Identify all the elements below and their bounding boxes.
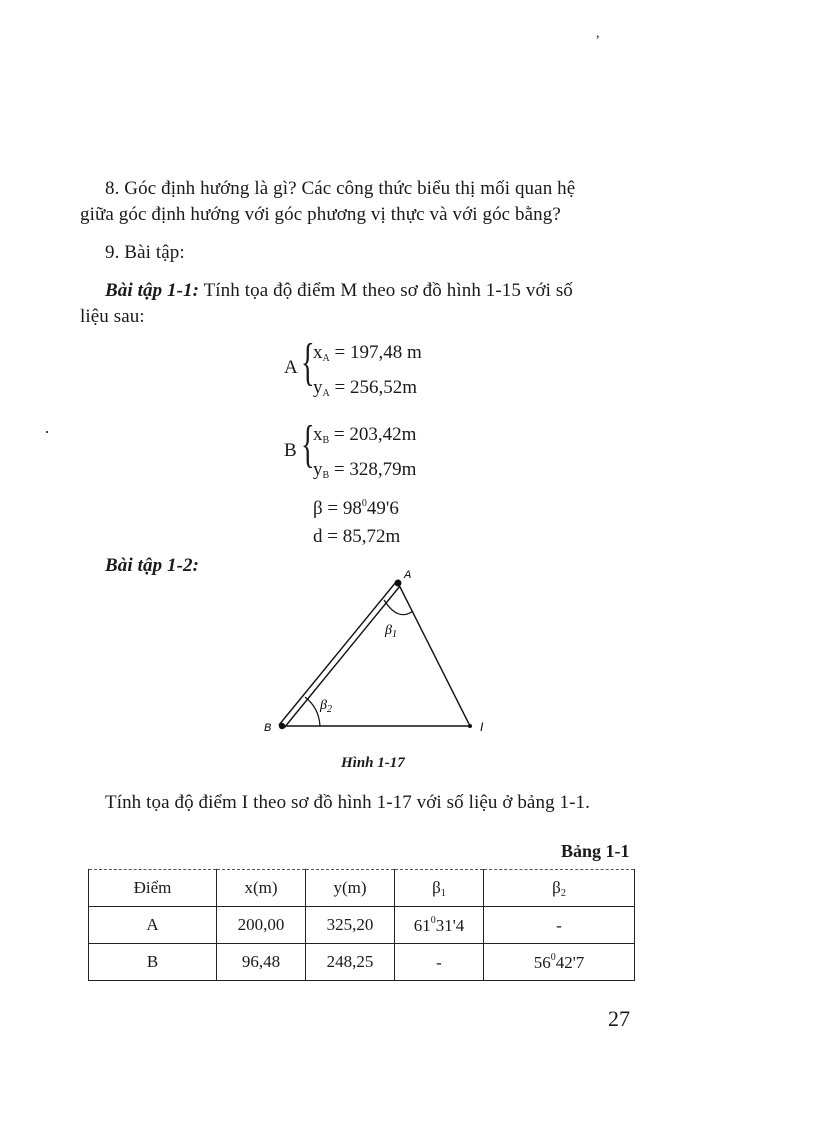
point-b-label: B (284, 440, 297, 461)
table-header-row (89, 870, 635, 907)
figure-caption: Hình 1-17 (341, 755, 405, 771)
question-9: 9. Bài tập: (105, 242, 185, 263)
top-mark: , (596, 26, 600, 41)
table-cell-x: 200,00 (217, 907, 306, 944)
table-cell-point: B (89, 944, 217, 981)
table-header-beta1: $\beta_1$ (395, 870, 484, 907)
figure-beta2: $\beta_2$ (320, 698, 332, 715)
beta-value: $\beta = 98^049'6$ (313, 498, 399, 519)
table-title: Bảng 1-1 (561, 841, 630, 861)
figure-beta1: $\beta_1$ (385, 623, 397, 640)
point-a-brace: { (301, 334, 315, 391)
point-b-x: $x_B = 203,42m$ (313, 424, 417, 446)
point-b-brace: { (301, 416, 315, 473)
point-a-label: A (284, 357, 298, 378)
point-a-y: $y_A = 256,52m$ (313, 377, 417, 399)
table-cell-x: 96,48 (217, 944, 306, 981)
figure-label-i: I (480, 720, 484, 734)
figure-label-a: A (404, 569, 412, 581)
side-ab-outer (279, 582, 396, 725)
exercise-1-1-text: Tính tọa độ điểm M theo sơ đồ hình 1-15 với số (199, 280, 573, 301)
exercise-1-2-label: Bài tập 1-2: (105, 555, 200, 576)
side-ai (398, 583, 470, 726)
table-header-x: x(m) (217, 870, 306, 907)
figure-label-b: B (264, 722, 272, 734)
table-cell-y: 248,25 (306, 944, 395, 981)
angle-arc-beta2 (305, 697, 320, 726)
point-b-dot (279, 723, 285, 729)
table-cell-beta2: $56^042'7$ (484, 944, 635, 981)
table-cell-beta2: - (484, 907, 635, 944)
exercise-1-1-line2: liệu sau: (80, 306, 145, 327)
table-cell-y: 325,20 (306, 907, 395, 944)
table-row (89, 907, 635, 944)
table-header-point: Điểm (89, 870, 217, 907)
point-a-x: $x_A = 197,48$ m (313, 342, 422, 364)
distance-value: d = 85,72m (313, 526, 401, 547)
question-8-line2: giữa góc định hướng với góc phương vị thực và với góc bằng? (80, 204, 561, 225)
table-1-1 (88, 869, 635, 981)
table-cell-point: A (89, 907, 217, 944)
table-cell-beta1: - (395, 944, 484, 981)
page-number: 27 (608, 1006, 630, 1031)
table-row (89, 944, 635, 981)
point-b-y: $y_B = 328,79m$ (313, 459, 417, 481)
angle-arc-beta1 (384, 600, 413, 615)
point-a-dot (395, 580, 402, 587)
exercise-1-1-label: Bài tập 1-1: (105, 280, 200, 301)
question-8-line1: 8. Góc định hướng là gì? Các công thức biểu thị mối quan hệ (105, 178, 576, 199)
table-cell-beta1: $61^031'4$ (395, 907, 484, 944)
exercise-1-2-instruction: Tính tọa độ điểm I theo sơ đồ hình 1-17 với số liệu ở bảng 1-1. (105, 792, 590, 813)
table-header-beta2: $\beta_2$ (484, 870, 635, 907)
point-i-dot (468, 724, 472, 728)
side-ab-inner (284, 586, 400, 728)
table-header-y: y(m) (306, 870, 395, 907)
